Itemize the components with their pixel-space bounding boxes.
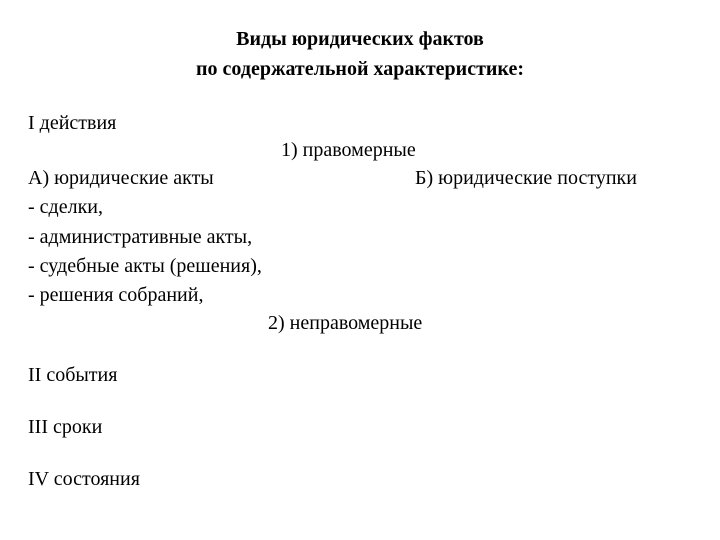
legal-acts-heading: А) юридические акты	[28, 167, 214, 189]
section-events: II события	[28, 364, 118, 386]
lawful-heading: 1) правомерные	[281, 139, 416, 161]
section-states: IV состояния	[28, 468, 140, 490]
legal-deeds-heading: Б) юридические поступки	[415, 167, 637, 189]
list-item: - сделки,	[28, 196, 103, 218]
unlawful-heading: 2) неправомерные	[268, 312, 423, 334]
list-item: - административные акты,	[28, 226, 253, 248]
title-line-2: по содержательной характеристике:	[196, 58, 524, 80]
title-line-1: Виды юридических фактов	[236, 28, 484, 50]
list-item: - судебные акты (решения),	[28, 255, 262, 277]
section-actions: I действия	[28, 112, 117, 134]
section-terms: III сроки	[28, 416, 103, 438]
list-item: - решения собраний,	[28, 284, 204, 306]
